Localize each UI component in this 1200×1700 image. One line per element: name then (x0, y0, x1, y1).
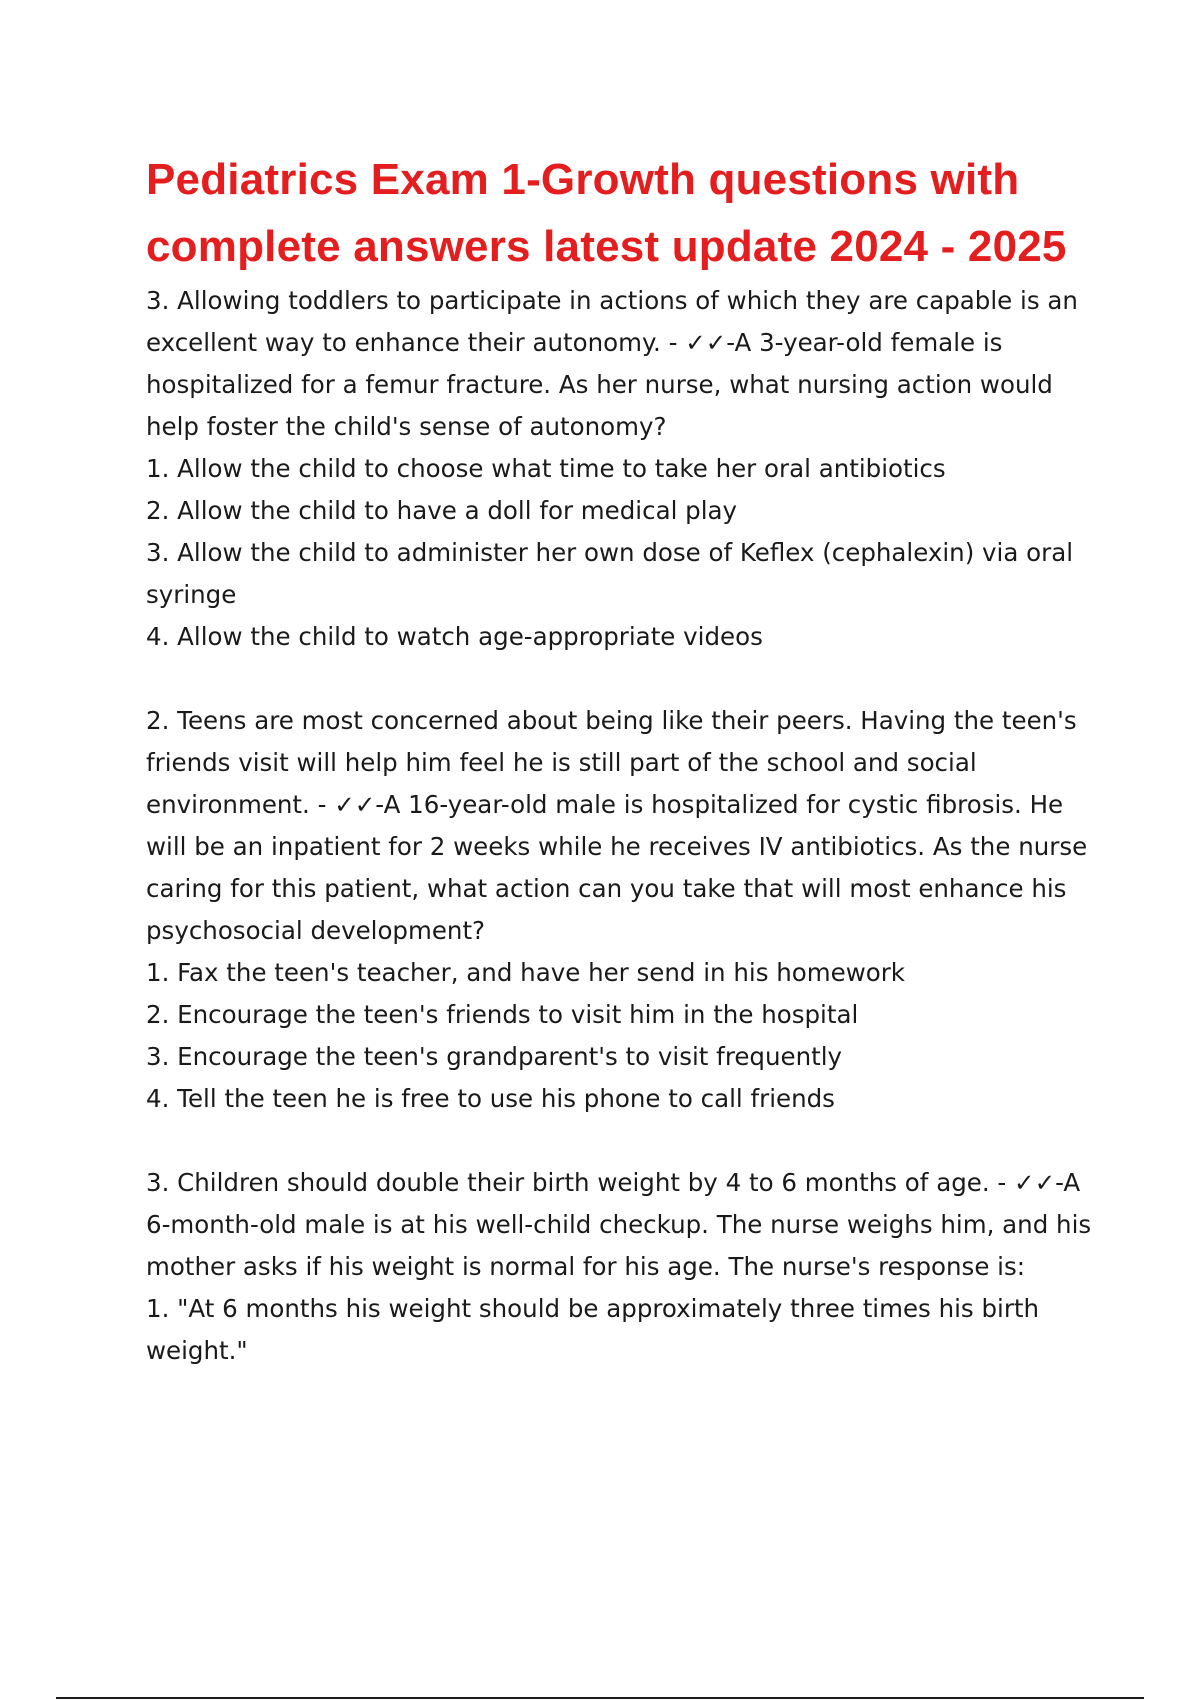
question-2-option-2: 2. Encourage the teen's friends to visit him in the hospital (146, 1000, 859, 1029)
question-block-1 (146, 280, 1096, 658)
question-2-option-1: 1. Fax the teen's teacher, and have her send in his homework (146, 958, 905, 987)
question-1-option-4: 4. Allow the child to watch age-appropriate videos (146, 622, 763, 651)
document-title: Pediatrics Exam 1-Growth questions with complete answers latest update 2024 - 2025 (146, 155, 1067, 271)
question-1-stem: 3. Allowing toddlers to participate in actions of which they are capable is an excellent way to enhance their autonomy. - ✓✓-A 3-year-old female is hospitalized for a femur fracture. As her nurse, what nursing action would help foster the child's sense of autonomy? (146, 286, 1078, 441)
question-block-3 (146, 1162, 1096, 1372)
question-2-option-3: 3. Encourage the teen's grandparent's to visit frequently (146, 1042, 843, 1071)
question-1-option-1: 1. Allow the child to choose what time to take her oral antibiotics (146, 454, 946, 483)
question-3-stem: 3. Children should double their birth weight by 4 to 6 months of age. - ✓✓-A 6-month-old male is at his well-child checkup. The nurse weighs him, and his mother asks if his weight is normal for his age. The nurse's response is: (146, 1168, 1092, 1281)
question-2-option-4: 4. Tell the teen he is free to use his phone to call friends (146, 1084, 835, 1113)
question-1-option-3: 3. Allow the child to administer her own dose of Keflex (cephalexin) via oral syringe (146, 538, 1074, 609)
page-bottom-rule (56, 1697, 1144, 1699)
question-3-option-1: 1. "At 6 months his weight should be approximately three times his birth weight." (146, 1294, 1040, 1365)
question-2-stem: 2. Teens are most concerned about being like their peers. Having the teen's friends visit will help him feel he is still part of the school and social environment. - ✓✓-A 16-year-old male is hospitalized for cystic fibrosis. He will be an inpatient for 2 weeks while he receives IV antibiotics. As the nurse caring for this patient, what action can you take that will most enhance his psychosocial development? (146, 706, 1088, 945)
document-content (146, 146, 1096, 1372)
document-body (146, 280, 1096, 1372)
question-block-2 (146, 700, 1096, 1120)
question-1-option-2: 2. Allow the child to have a doll for medical play (146, 496, 738, 525)
